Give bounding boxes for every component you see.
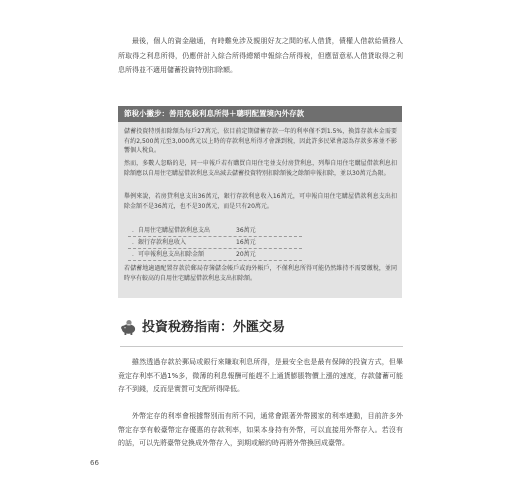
tax-tip-box	[118, 106, 402, 298]
tip-paragraph: 儲蓄投資特別扣除額為每戶27萬元，依目前定期儲蓄存款一年的利率僅不到1.5%，換算存款本金需要有約2,500萬元至3,000萬元以上時的存款利息所得才會課到稅，因此許多民眾會認為存款多寡並不影響個人稅負。	[124, 128, 397, 155]
section-title: 投資稅務指南：外匯交易	[142, 320, 286, 335]
example-row-value: 16萬元	[236, 239, 256, 246]
tip-box-header	[118, 106, 402, 122]
body-paragraph: 外幣定存的利率會根據幣別而有所不同，通常會跟著外幣國家的利率連動，目前許多外幣定存享有較臺幣定存優惠的存款利率，如果本身持有外幣，可以直接用外幣存入。若沒有的話，可以先將臺幣兌換成外幣存入，到期或解約時再將外幣換回成臺幣。	[118, 412, 403, 447]
example-table	[124, 225, 354, 261]
tip-paragraph: 若儲蓄地適過配置存款於郵局存簿儲金帳戶或海外帳戶，不僅利息所得可能仍然維持不需要繳稅，並同時享有較高的自用住宅購屋借款利息支出扣除額。	[124, 265, 397, 282]
example-table-row	[124, 249, 354, 261]
example-row-value: 20萬元	[236, 251, 256, 258]
example-table-row	[124, 237, 354, 249]
heading-divider	[120, 346, 403, 347]
tip-paragraph: 然而，多數人忽略的是，同一申報戶若有購買自用住宅並支付房貸利息，列舉自用住宅購屋借款利息扣除額應以自用住宅購屋借款利息支出減去儲蓄投資特別扣除額後之餘額申報扣除，並以30萬元為限。	[124, 160, 397, 177]
section-heading	[120, 318, 380, 338]
tip-box-title: 節稅小撇步：善用免稅利息所得＋聰明配置境內外存款	[124, 109, 304, 118]
example-row-label: ．可申報利息支出扣除金額	[132, 251, 205, 258]
page-number: 66	[90, 459, 99, 467]
body-paragraph: 雖然透過存款於郵局或銀行來賺取利息所得，是最安全也是最有保障的投資方式，但畢竟定存利率不過1%多，微薄的利息報酬可能趕不上通貨膨脹物價上漲的速度，存款儲蓄可能存不到錢，反而是實質可支配所得降低。	[118, 358, 403, 393]
intro-paragraph: 最後，個人的資金融通，有時難免涉及親朋好友之間的私人借貸，債權人借款給債務人所取得之利息所得，仍應併計入綜合所得總額申報綜合所得稅，但應留意私人借貸取得之利息所得並不適用儲蓄投資特別扣除額。	[118, 37, 403, 74]
example-table-row	[124, 225, 354, 237]
example-row-label: ．自用住宅購屋借款利息支出	[132, 227, 211, 234]
example-row-value: 36萬元	[236, 227, 256, 234]
tip-paragraph: 舉例來說，若房貸利息支出36萬元，銀行存款利息收入16萬元，可申報自用住宅購屋借款利息支出扣除金額不是36萬元，也不是30萬元，而是只有20萬元。	[124, 193, 397, 210]
row-divider	[128, 260, 302, 261]
example-row-label: ．銀行存款利息收入	[132, 239, 187, 246]
piggy-bank-icon	[120, 319, 137, 336]
